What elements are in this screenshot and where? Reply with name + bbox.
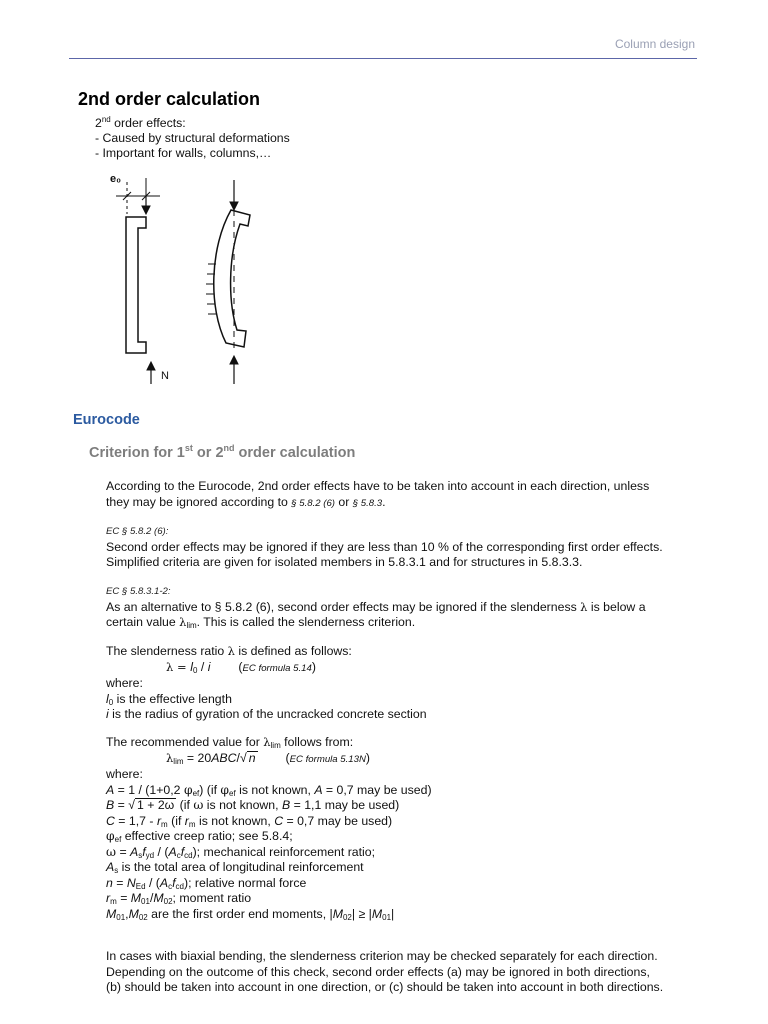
eurocode-heading: Eurocode bbox=[73, 412, 140, 428]
def-M: $M_{01},M_{02}$ are the first order end moments, $|M_{02}| \ge |M_{01}|$ bbox=[106, 906, 395, 922]
header-section-title: Column design bbox=[614, 37, 695, 51]
paragraph-ec-582: EC § 5.8.2 (6): Second order effects may be ignored if they are less than 10 % of the corresponding first order effects. Simplified criteria are given for isolated members in 5.8.3.1 and for structures in 5.8.3.3. bbox=[106, 526, 663, 569]
label-N: N bbox=[161, 370, 169, 382]
paragraph-ec-5831: EC § 5.8.3.1-2: As an alternative to § 5.8.2 (6), second order effects may be ignored if the slenderness λ is below a certain value $\lambda_{lim}$. This is called the slenderness criterion. bbox=[106, 586, 646, 630]
def-A: A = 1 / (1+0,2 $\varphi_{ef}$) (if $\varphi_{ef}$ is not known, A = 0,7 may be used) bbox=[106, 782, 432, 798]
intro-bullet: - Caused by structural deformations bbox=[95, 131, 290, 145]
def-C: $C = 1,7 - r_m$ (if $r_m$ is not known, C = 0,7 may be used) bbox=[106, 813, 393, 829]
intro-heading: 2nd order effects: bbox=[95, 115, 186, 130]
def-rm: $r_m = M_{01}/M_{02}$; moment ratio bbox=[106, 891, 252, 906]
def-phi: $\varphi_{ef}$ effective creep ratio; see 5.8.4; bbox=[106, 829, 293, 844]
def-B: B = √ 1 + 2ω (if ω is not known, B = 1,1 may be used) bbox=[106, 798, 400, 812]
column-deformation-figure bbox=[108, 172, 268, 387]
def-omega: $\omega = A_sf_{yd} / (A_cf_{cd})$; mechanical reinforcement ratio; bbox=[106, 844, 376, 860]
def-As: $A_s$ is the total area of longitudinal reinforcement bbox=[106, 860, 364, 875]
undeformed-column-shape bbox=[126, 217, 146, 353]
def-n: $n = N_{Ed} / (A_cf_{cd})$; relative normal force bbox=[106, 875, 307, 891]
paragraph-biaxial: In cases with biaxial bending, the slenderness criterion may be checked separately for each direction. Depending on the outcome of this check, second order effects (a) may be ignored in both directions, (b) should be taken into account in one direction, or (c) should be taken into account in both directions. bbox=[106, 949, 664, 994]
formula-5-14: $\lambda = l_0 / i$ (EC formula 5.14) bbox=[166, 659, 316, 675]
deformed-column-shape bbox=[214, 210, 250, 347]
paragraph-recommended: The recommended value for $\lambda_{lim}$ follows from: $\lambda_{lim} = 20ABC/√$ n (EC formula 5.13N) where: A = 1 / (1+0,2 $\varphi_{ef}$) (if $\varphi_{ef}$ is not known, A = 0,7 may be used) B = √ 1 + 2ω (if ω is not known, B = 1,1 may be used) $C = 1,7 - r_m$ (if $r_m$ is not known, C = 0,7 may be used) $\varphi_{ef}$ effective creep ratio; see 5.8.4; $\omega = A_sf_{yd} / (A_cf_{cd})$; mechanical reinforcement ratio; $A_s$ is the total area of longitudinal reinforcement $n = N_{Ed} / (A_cf_{cd})$; relative normal force $r_m = M_{01}/M_{02}$; moment ratio $M_{01},M_{02}$ are the first order end moments, $|M_{02}| \ge |M_{01}|$ bbox=[106, 735, 432, 922]
header-rule bbox=[69, 58, 697, 59]
paragraph-slenderness: The slenderness ratio λ is defined as follows: $\lambda = l_0 / i$ (EC formula 5.14) where: $l_0$ is the effective length i is the radius of gyration of the uncracked concrete section bbox=[106, 644, 427, 721]
page-title: 2nd order calculation bbox=[78, 89, 261, 109]
criterion-heading: Criterion for 1st or 2nd order calculation bbox=[89, 443, 356, 461]
intro-bullet: - Important for walls, columns,… bbox=[95, 146, 272, 160]
paragraph-intro: According to the Eurocode, 2nd order effects have to be taken into account in each direction, unless they may be ignored according to § 5.8.2 (6) or § 5.8.3. bbox=[106, 479, 650, 509]
intro-block bbox=[95, 116, 290, 161]
formula-5-13N: $\lambda_{lim} = 20ABC/√$ n (EC formula 5.13N) bbox=[166, 750, 370, 766]
label-e0: e₀ bbox=[110, 173, 122, 185]
